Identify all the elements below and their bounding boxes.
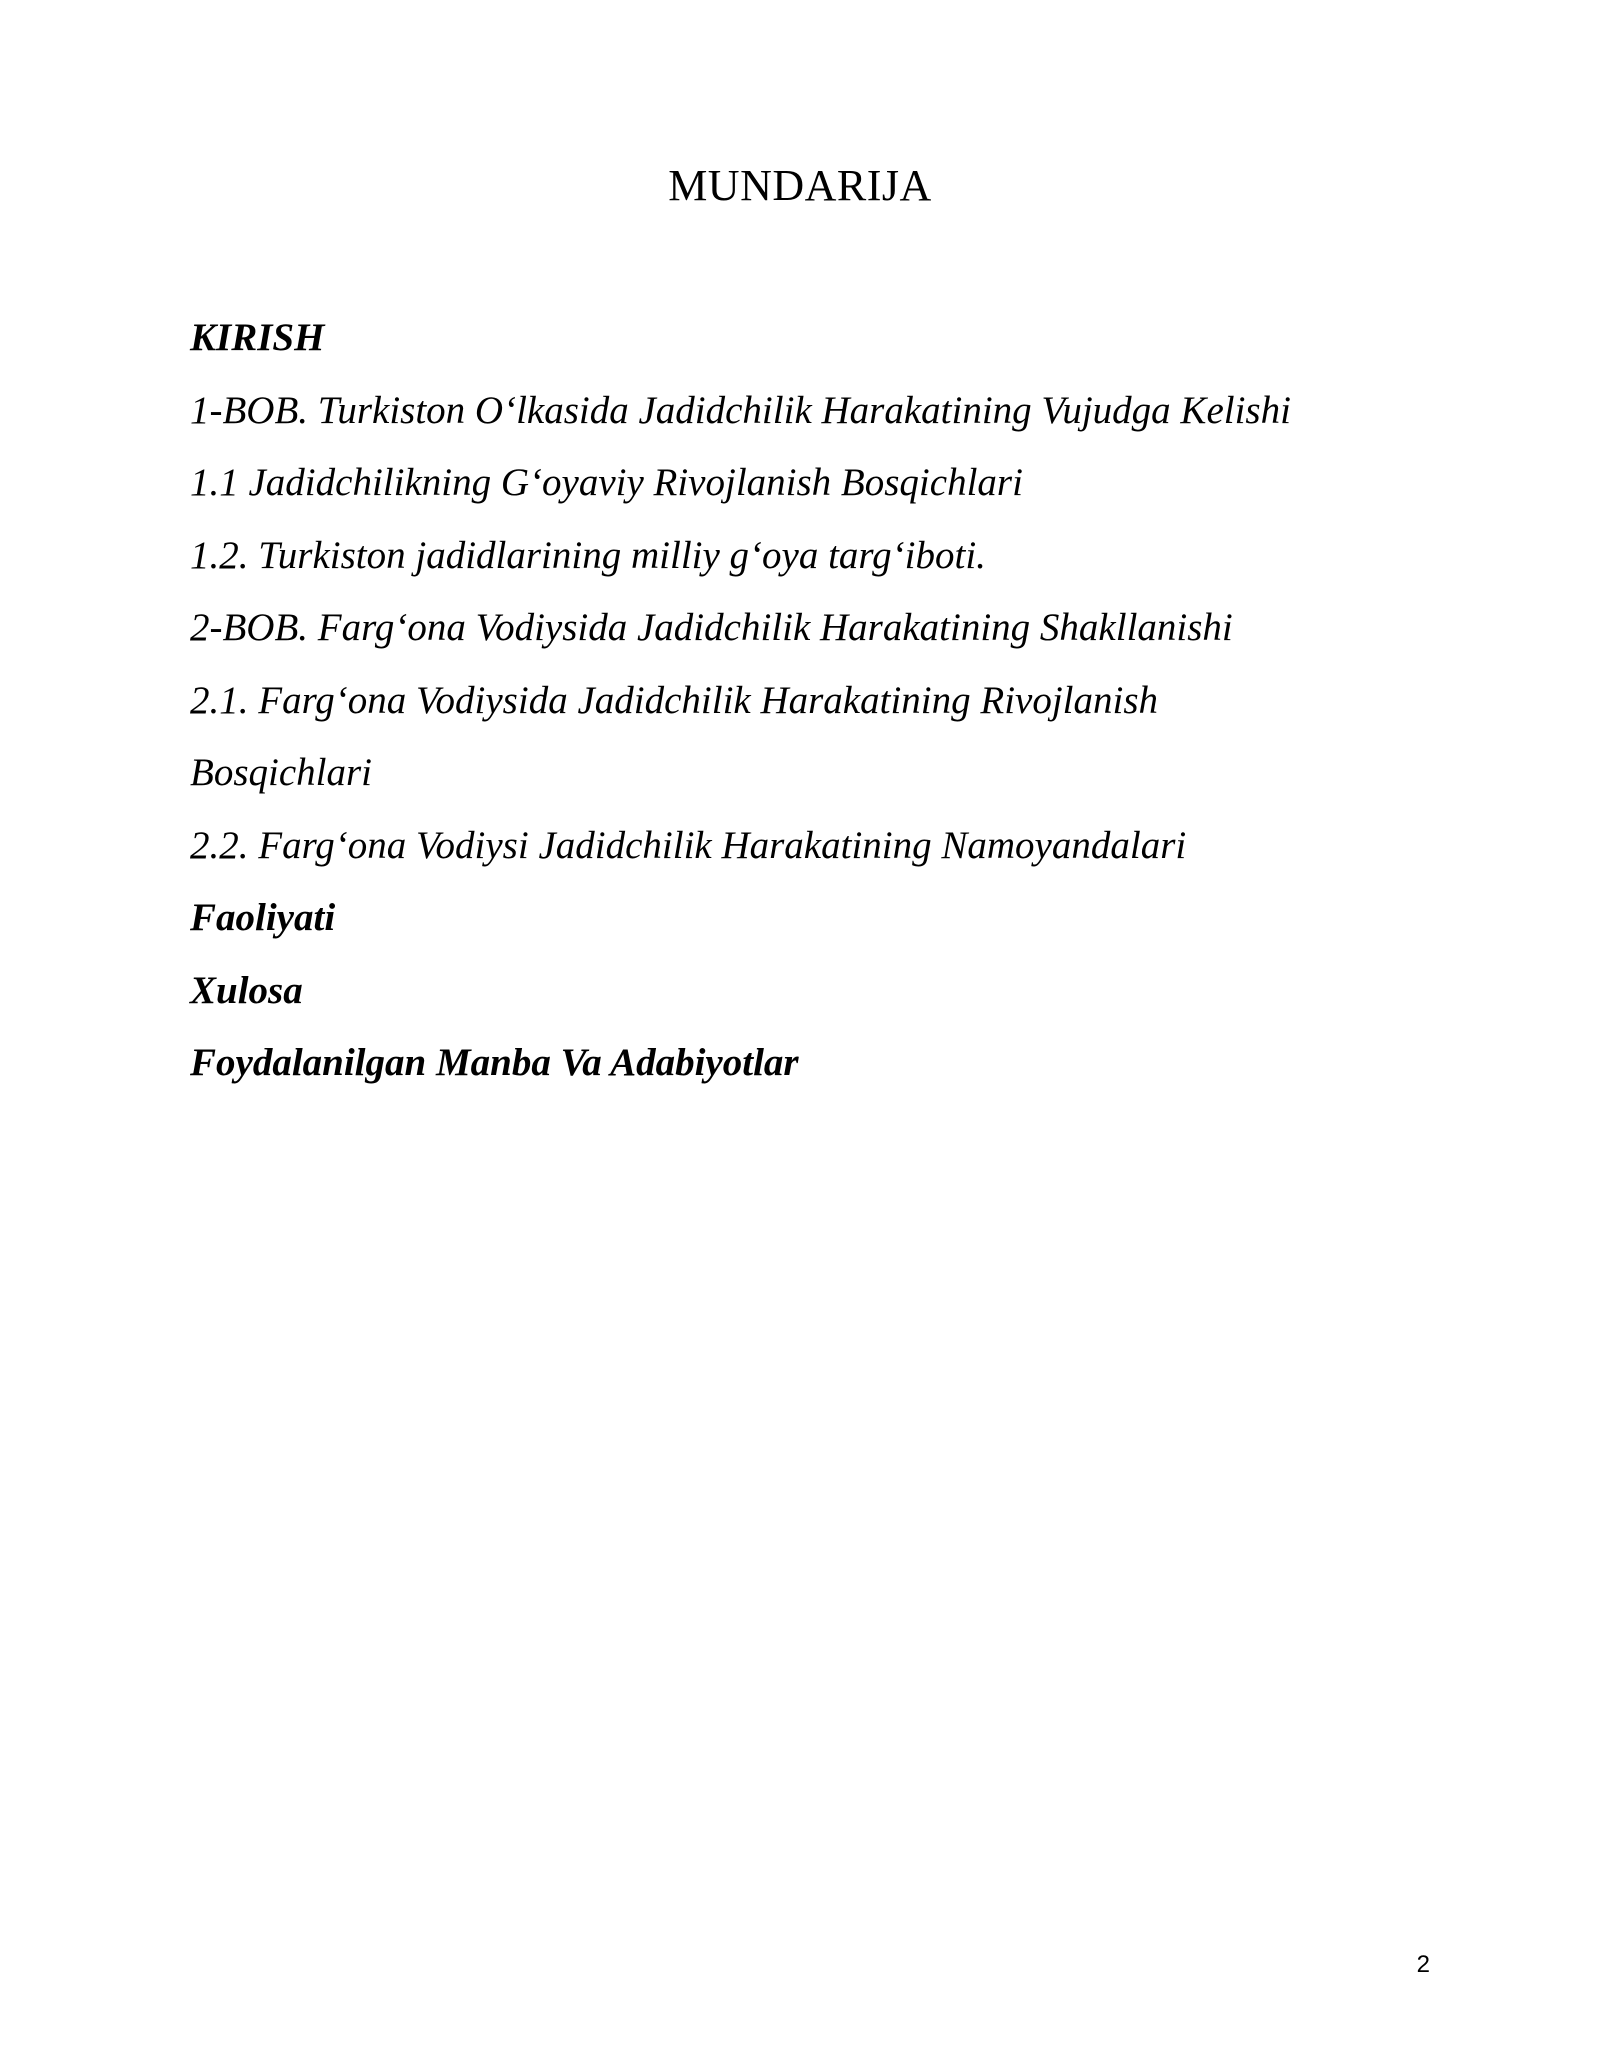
toc-entry-kirish: KIRISH xyxy=(190,316,325,359)
toc-entry-chapter-1: 1-BOB. Turkiston O‘lkasida Jadidchilik Harakatining Vujudga Kelishi xyxy=(190,388,1291,432)
page-number: 2 xyxy=(1416,1951,1430,1978)
toc-entry-chapter-2: 2-BOB. Farg‘ona Vodiysida Jadidchilik Harakatining Shakllanishi xyxy=(190,606,1233,649)
toc-entry-section-2-1: 2.1. Farg‘ona Vodiysida Jadidchilik Harakatining Rivojlanish xyxy=(190,678,1159,722)
toc-entry-references: Foydalanilgan Manba Va Adabiyotlar xyxy=(190,1041,799,1084)
toc-entry-faoliyati: Faoliyati xyxy=(190,896,336,939)
page-title: MUNDARIJA xyxy=(668,161,932,210)
toc-entry-section-2-2: 2.2. Farg‘ona Vodiysi Jadidchilik Harakatining Namoyandalari xyxy=(190,823,1187,867)
toc-entry-section-1-2: 1.2. Turkiston jadidlarining milliy g‘oya targ‘iboti. xyxy=(190,533,986,577)
toc-entry-section-2-1-continued: Bosqichlari xyxy=(190,751,372,794)
toc-entry-xulosa: Xulosa xyxy=(190,968,303,1012)
toc-entry-section-1-1: 1.1 Jadidchilikning G‘oyaviy Rivojlanish Bosqichlari xyxy=(190,461,1023,504)
table-of-contents xyxy=(190,302,1430,1100)
